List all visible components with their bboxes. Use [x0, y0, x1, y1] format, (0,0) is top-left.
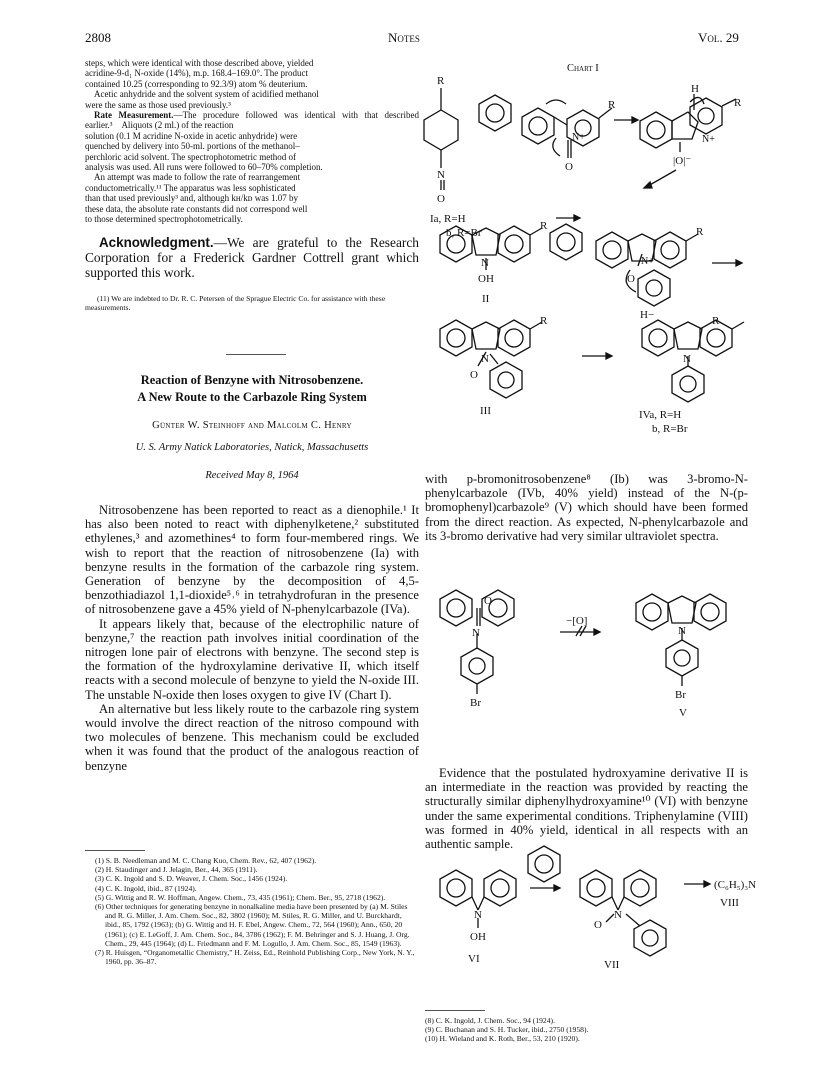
text-line: solution (0.1 M acridine N-oxide in acetic anhydride) were: [85, 130, 298, 141]
br-label: Br: [470, 697, 481, 709]
footnote: (4) C. K. Ingold, ibid., 87 (1924).: [95, 883, 197, 893]
r-label: R: [437, 75, 445, 87]
nplus-label: N+: [641, 256, 654, 267]
o-label: O: [484, 595, 492, 607]
text-line: than that used previously³ and, although kʜ/kᴅ was 1.07 by: [85, 193, 298, 204]
triphenylamine-formula: (C₆H₅)₃N: [714, 879, 757, 891]
text-line: analysis was used. All runs were followed to 60–70% completion.: [85, 162, 323, 173]
o-label: O: [470, 369, 478, 381]
text-line: contained 10.25 (corresponding to 92.3/9) atom % deuterium.: [85, 78, 308, 89]
rate-text: —The procedure followed was identical with that described earlier.³: [85, 110, 419, 131]
n-label: N: [437, 169, 445, 181]
chart-title: Chart I: [567, 63, 599, 74]
h-label: H: [691, 83, 699, 95]
n-label: N: [614, 909, 622, 921]
article-title-line2: A New Route to the Carbazole Ring System: [137, 390, 367, 404]
footnote: (1) S. B. Needleman and M. C. Chang Kuo, Chem. Rev., 62, 407 (1962).: [95, 856, 317, 865]
nplus-label: N+: [572, 132, 585, 143]
br-label: Br: [675, 689, 686, 701]
r-label: R: [712, 315, 720, 327]
ack-heading: Acknowledgment.: [99, 234, 214, 250]
footnote: (10) H. Wieland and K. Roth, Ber., 53, 210 (1920).: [425, 1034, 580, 1044]
vi-label: VI: [468, 953, 480, 965]
text-line: acridine-9-d₁ N-oxide (14%), m.p. 168.4–169.0°. The product: [85, 68, 309, 79]
text-line: steps, which were identical with those described above, yielded: [85, 58, 314, 68]
footnote: (3) C. K. Ingold and S. D. Weaver, J. Chem. Soc., 1456 (1924).: [95, 874, 288, 884]
vii-label: VII: [604, 959, 620, 971]
o-label: O: [627, 273, 635, 285]
text-line: to those determined spectrophotometrically.: [85, 214, 243, 225]
iii-label: III: [480, 405, 491, 417]
running-head: Notes: [388, 30, 420, 45]
ivb-label: b, R=Br: [652, 423, 688, 435]
authors: Günter W. Steinhoff and Malcolm C. Henry: [152, 420, 352, 431]
iva-label: IVa, R=H: [639, 409, 682, 421]
text-line: An attempt was made to follow the rate of rearrangement: [85, 172, 301, 183]
footnotes-right: [425, 1016, 748, 1044]
r-label: R: [734, 97, 742, 109]
rate-heading: Rate Measurement.: [94, 110, 174, 121]
o-label: O: [594, 919, 602, 931]
n-label: N: [474, 909, 482, 921]
text-line: conductometrically.¹¹ The apparatus was less sophisticated: [85, 182, 296, 193]
ia-label: Ia, R=H: [430, 213, 466, 225]
paragraph: Nitrosobenzene has been reported to react as a dienophile.¹ It has also been noted to react with diphenylketene,² substituted ethylenes,³ and azomethines⁴ to form four-membered rings. We wish to report that the reaction of nitrosobenzene (Ia) with benzyne results in the formation of the carbazole ring system. Generation of benzyne by the decomposition of 4,5-benzothiadiazol 1,1-dioxide⁵˒⁶ in tetrahydrofuran in the presence of nitrosobenzene gave a 45% yield of N-phenylcarbazole (IVa).: [85, 503, 419, 617]
nplus-label: N+: [702, 134, 715, 145]
r-label: R: [540, 315, 548, 327]
footnote: (2) H. Staudinger and J. Jelagin, Ber., 44, 365 (1911).: [95, 865, 258, 875]
r-label: R: [696, 226, 704, 238]
viii-label: VIII: [720, 897, 739, 909]
minus-o-label: −[O]: [566, 615, 588, 627]
ack-text: —We are grateful to the Research Corporation for a Frederick Gardner Cottrell grant which supported this work.: [85, 234, 419, 280]
hminus-label: H−: [640, 309, 655, 321]
oh-label: OH: [478, 273, 494, 285]
v-label: V: [679, 707, 687, 719]
ominus-label: |O|⁻: [673, 155, 692, 167]
text-line: Aliquots (2 ml.) of the reaction: [112, 120, 234, 131]
text-line: Acetic anhydride and the solvent system of acidified methanol: [85, 89, 319, 100]
text-line: quenched by delivery into 50-ml. portions of the methanol–: [85, 141, 300, 152]
page-number: 2808: [85, 30, 111, 45]
paragraph: An alternative but less likely route to the carbazole ring system would involve the direct reaction of the nitroso compound with two molecules of benzene. This mechanism could be excluded when it was found that the product of the analogous reaction of benzyne: [85, 701, 419, 773]
received-date: Received May 8, 1964: [205, 470, 299, 481]
affiliation: U. S. Army Natick Laboratories, Natick, Massachusetts: [135, 442, 369, 453]
volume-label: Vol. 29: [698, 30, 739, 45]
footnote: (9) C. Buchanan and S. H. Tucker, ibid., 2750 (1958).: [425, 1025, 589, 1035]
footnote: (7) R. Huisgen, “Organometallic Chemistry,” H. Zeiss, Ed., Reinhold Publishing Corp., New York, N. Y., 1960, pp. 36–87.: [95, 948, 415, 967]
n-label: N: [683, 353, 691, 365]
text-line: these data, the absolute rate constants did not correspond well: [85, 203, 308, 214]
footnote-divider: [425, 1010, 485, 1011]
right-para-1: with p-bromonitrosobenzene⁸ (Ib) was 3-bromo-N-phenylcarbazole (IVb, 40% yield) instead of the N-(p-bromophenyl)carbazole⁹ (V) which should have been formed from the direct reaction. As expected, N-phenylcarbazole and its 3-bromo derivative had very similar ultraviolet spectra.: [425, 472, 748, 543]
n-label: N: [678, 625, 686, 637]
n-label: N: [472, 627, 480, 639]
oh-label: OH: [470, 931, 486, 943]
ii-label: II: [482, 293, 490, 305]
r-label: R: [540, 220, 548, 232]
footnote: (6) Other techniques for generating benzyne in nonalkaline media have been presented by (a) M. Stiles and R. G. Miller, J. Am. Chem. Soc., 82, 3802 (1960); M. Stiles, R. G. Miller, and U. Burckhardt, ibid., 85, 1792 (1963); (b) G. Wittig and H. F. Ebel, Angew. Chem., 72, 564 (1960); Ann., 650, 20 (1961); (c) E. LeGoff, J. Am. Chem. Soc., 84, 3786 (1962); F. M. Behringer and S. J. Huang, J. Org. Chem., 29, 445 (1964); (d) L. Friedmann and F. M. Logullo, J. Am. Chem. Soc., 85, 1549 (1963).: [95, 902, 410, 948]
n-label: N: [481, 257, 489, 269]
n-label: N: [481, 353, 489, 365]
r-label: R: [608, 99, 616, 111]
text-line: perchloric acid solvent. The spectrophotometric method of: [85, 151, 297, 162]
article-title-line1: Reaction of Benzyne with Nitrosobenzene.: [140, 373, 364, 387]
paragraph: It appears likely that, because of the electrophilic nature of benzyne,⁷ the reaction path involves initial coordination of the nitrogen lone pair of electrons with benzyne. The second step is the formation of the hydroxylamine derivative II, which itself reacts with a second molecule of benzyne to yield the N-oxide III. The unstable N-oxide then loses oxygen to give IV (Chart I).: [85, 616, 419, 702]
footnote: (8) C. K. Ingold, J. Chem. Soc., 94 (1924).: [425, 1016, 555, 1025]
footnote: (5) G. Wittig and R. W. Hoffman, Angew. Chem., 73, 435 (1961); Chem. Ber., 95, 2718 (1962).: [95, 892, 386, 902]
o-label: O: [565, 161, 573, 173]
ib-label: b, R=Br: [446, 227, 482, 239]
o-label: O: [437, 193, 445, 205]
paragraph: Evidence that the postulated hydroxyamine derivative II is an intermediate in the reaction was provided by reacting the structurally similar diphenylhydroxyamine¹⁰ (VI) with benzyne under the same experimental conditions. Triphenylamine (VIII) was formed in 40% yield, identical in all respects with an authentic sample.: [425, 766, 748, 852]
text-line: were the same as those used previously.³: [85, 99, 231, 110]
prev-footnote-11: (11) We are indebted to Dr. R. C. Petersen of the Sprague Electric Co. for assistance with these measurements.: [85, 294, 386, 313]
